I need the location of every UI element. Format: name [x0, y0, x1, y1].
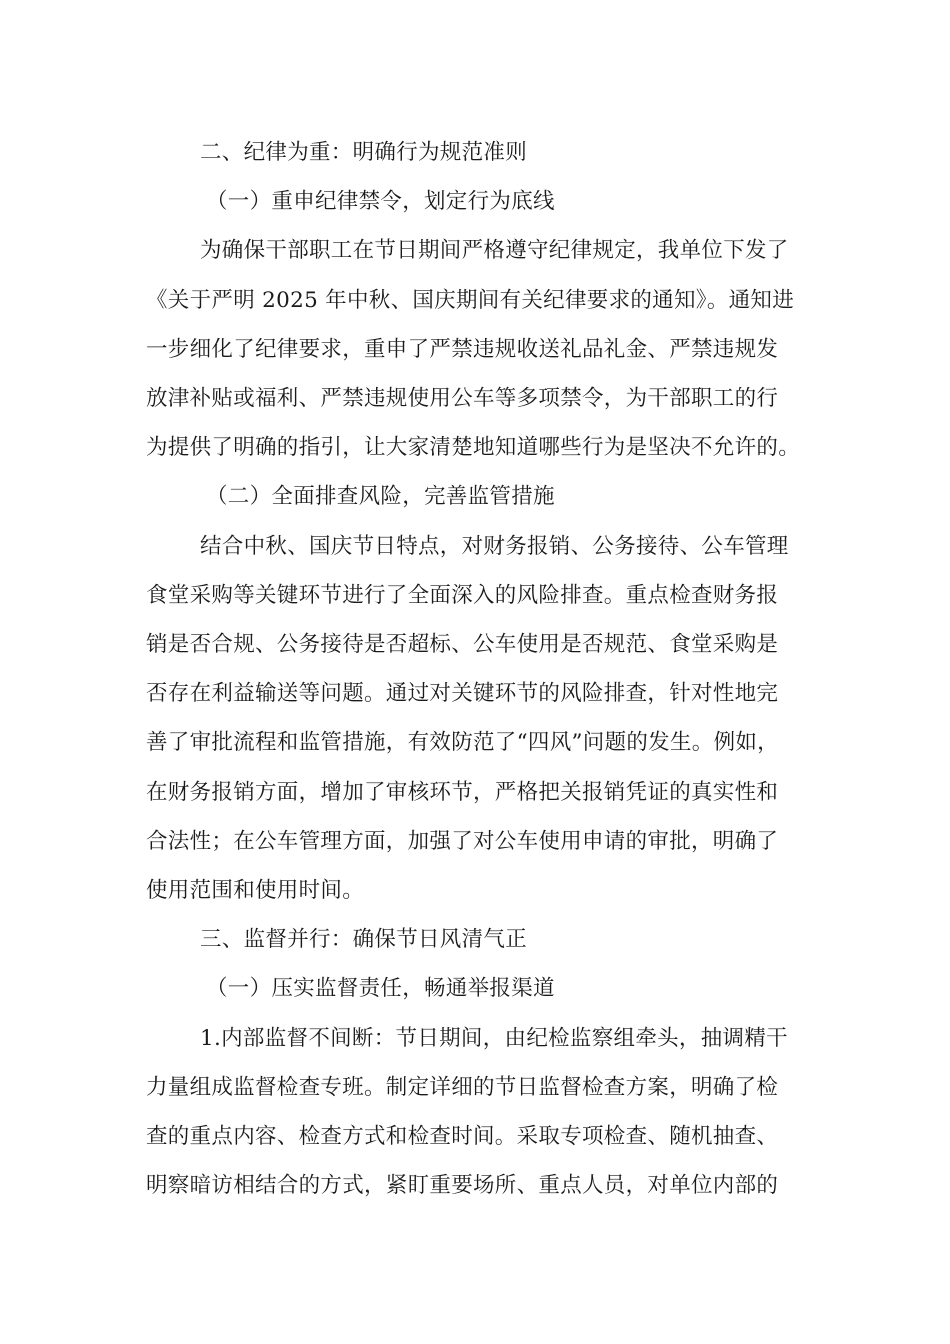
subsection-heading: （一）压实监督责任，畅通举报渠道: [206, 976, 555, 1002]
section-heading: 二、纪律为重：明确行为规范准则: [200, 140, 528, 165]
paragraph-line: 力量组成监督检查专班。制定详细的节日监督检查方案，明确了检: [146, 1074, 779, 1100]
section-heading: 三、监督并行：确保节日风清气正: [200, 927, 528, 953]
paragraph-line: 使用范围和使用时间。: [146, 878, 365, 904]
paragraph-line: 查的重点内容、检查方式和检查时间。采取专项检查、随机抽查、: [146, 1124, 779, 1150]
paragraph-line: 善了审批流程和监管措施，有效防范了“四风”问题的发生。例如，: [146, 730, 779, 756]
paragraph-line: 在财务报销方面，增加了审核环节，严格把关报销凭证的真实性和: [146, 779, 779, 805]
paragraph-line: 一步细化了纪律要求，重申了严禁违规收送礼品礼金、严禁违规发: [146, 336, 779, 362]
paragraph-line: 为确保干部职工在节日期间严格遵守纪律规定，我单位下发了: [200, 238, 789, 264]
paragraph-line: 否存在利益输送等问题。通过对关键环节的风险排查，针对性地完: [146, 681, 779, 707]
paragraph-line: 放津补贴或福利、严禁违规使用公车等多项禁令，为干部职工的行: [146, 386, 779, 412]
paragraph-line: 食堂采购等关键环节进行了全面深入的风险排查。重点检查财务报: [146, 582, 779, 608]
paragraph-line: 销是否合规、公务接待是否超标、公车使用是否规范、食堂采购是: [146, 632, 779, 658]
document-body: [146, 128, 822, 1210]
paragraph-line: 为提供了明确的指引，让大家清楚地知道哪些行为是坚决不允许的。: [146, 435, 801, 461]
subsection-heading: （二）全面排查风险，完善监管措施: [206, 484, 555, 510]
paragraph-line: 结合中秋、国庆节日特点，对财务报销、公务接待、公车管理: [200, 533, 789, 559]
paragraph-line: 合法性；在公车管理方面，加强了对公车使用申请的审批，明确了: [146, 828, 779, 854]
paragraph-line: 1.内部监督不间断：节日期间，由纪检监察组牵头，抽调精干: [200, 1025, 788, 1051]
paragraph-line: 《关于严明 2025 年中秋、国庆期间有关纪律要求的通知》。通知进: [146, 287, 795, 313]
subsection-heading: （一）重申纪律禁令，划定行为底线: [206, 189, 555, 215]
paragraph-line: 明察暗访相结合的方式，紧盯重要场所、重点人员，对单位内部的: [146, 1173, 779, 1199]
